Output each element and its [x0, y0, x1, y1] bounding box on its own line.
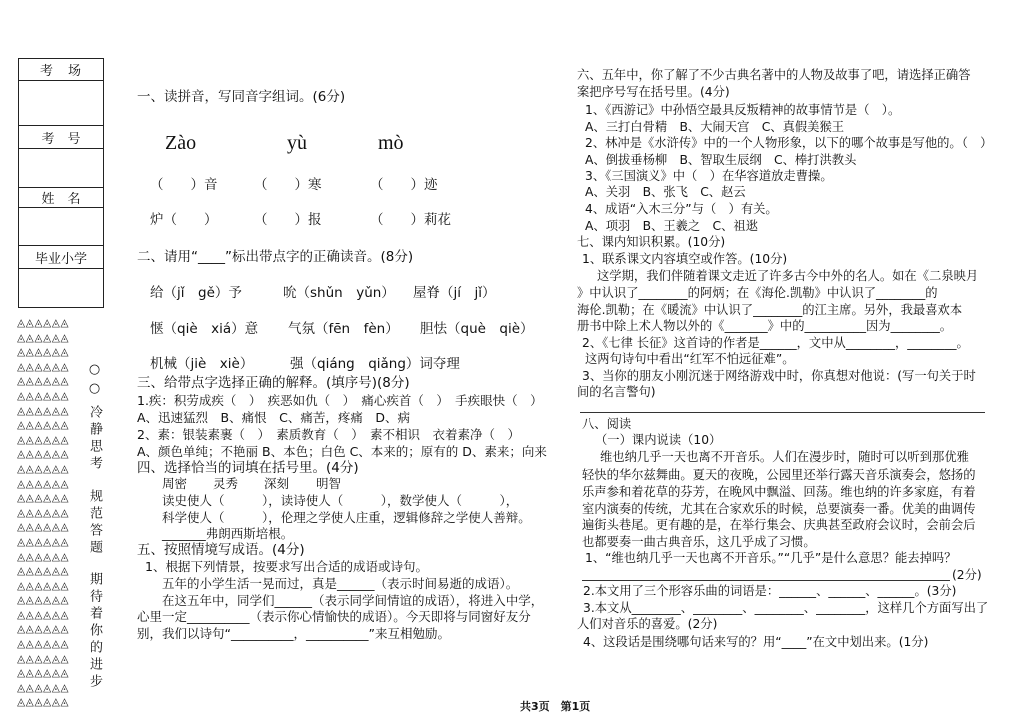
q1-pinyin-mo: mò — [378, 132, 404, 154]
binding-margin-row: ◬◬◬◬◬◬ — [17, 360, 70, 373]
q5-line: 心里一定__________（表示你心情愉快的成语）。今天即将与同窗好友分 — [137, 609, 531, 624]
q7-line: 》中认识了________的阿炳；在《海伦.凯勒》中认识了________的 — [577, 286, 938, 300]
q8-question-1-answer-line — [582, 580, 950, 581]
q8-passage-line: 遍街头巷尾。更有趣的是，在举行集会、庆典甚至政府会议时，会前会后 — [582, 518, 976, 532]
q8-question-1: 1、“维也纳几乎一天也离不开音乐。”“几乎”是什么意思？能去掉吗？ — [585, 551, 957, 565]
q3-line: 1.疾：积劳成疾（ ） 疾恶如仇（ ） 痛心疾首（ ） 手疾眼快（ ） — [137, 393, 543, 408]
motto-circles: ○○ — [87, 362, 102, 400]
binding-margin-pattern — [17, 316, 89, 710]
q7-line: 间的名言警句) — [577, 385, 656, 399]
motto-answer-properly: 规范答题 — [87, 489, 102, 557]
q4-word: 明智 — [316, 476, 342, 491]
motto-expect-progress: 期待着你的进步 — [87, 572, 102, 691]
binding-margin-row: ◬◬◬◬◬◬ — [17, 594, 70, 607]
q8-passage-line: 室内演奏的传统，尤其在合家欢乐的时候，总要演奏一番。优美的曲调传 — [582, 502, 976, 516]
exam-room-label: 考 场 — [19, 59, 103, 81]
q8-passage-line: 维也纳几乎一天也离不开音乐。人们在漫步时，随时可以听到那优雅 — [600, 450, 969, 464]
q2-item: 胆怯（què qiè） — [420, 321, 534, 337]
binding-margin-row: ◬◬◬◬◬◬ — [17, 652, 70, 665]
q7-answer-line — [580, 412, 985, 413]
q4-word: 灵秀 — [213, 476, 239, 491]
q8-question-2: 2.本文用了三个形容乐曲的词语是：______、______、______。(3分) — [583, 584, 957, 598]
binding-margin-row: ◬◬◬◬◬◬ — [17, 492, 70, 505]
q1-blank-1: （ ）音 — [150, 177, 218, 193]
binding-margin-row: ◬◬◬◬◬◬ — [17, 506, 70, 519]
q6-line: 4、成语“入木三分”与（ ）有关。 — [585, 202, 778, 216]
binding-margin-row: ◬◬◬◬◬◬ — [17, 375, 70, 388]
q7-line: 3、当你的朋友小刚沉迷于网络游戏中时，你真想对他说：(写一句关于时 — [582, 369, 976, 383]
binding-margin-row: ◬◬◬◬◬◬ — [17, 419, 70, 432]
q8-question-4: 4、这段话是围绕哪句话来写的？用“____”在文中划出来。(1分) — [583, 635, 929, 649]
q4-word: 周密 — [162, 476, 188, 491]
q7-line: 1、联系课文内容填空或作答。(10分) — [582, 252, 788, 266]
binding-margin-row: ◬◬◬◬◬◬ — [17, 550, 70, 563]
q2-item: 屋脊（jí jǐ） — [413, 285, 496, 301]
binding-margin-row: ◬◬◬◬◬◬ — [17, 521, 70, 534]
q7-line: 2、《七律 长征》这首诗的作者是______，文中从________，________。 — [582, 336, 969, 350]
q6-line: A、项羽 B、王羲之 C、祖逖 — [585, 219, 758, 233]
binding-margin-row: ◬◬◬◬◬◬ — [17, 608, 70, 621]
q1-pinyin-zao: Zào — [165, 132, 197, 154]
q1-blank-3: （ ）迹 — [370, 177, 438, 193]
q2-item: 吮（shǔn yǔn） — [283, 285, 395, 301]
q7-title: 七、课内知识积累。(10分) — [577, 235, 726, 249]
binding-margin-row: ◬◬◬◬◬◬ — [17, 346, 70, 359]
q2-item: 惬（qiè xiá）意 — [150, 321, 259, 337]
q3-title: 三、给带点字选择正确的解释。(填序号)(8分) — [137, 375, 410, 391]
binding-margin-row: ◬◬◬◬◬◬ — [17, 579, 70, 592]
binding-margin-row: ◬◬◬◬◬◬ — [17, 433, 70, 446]
q3-line: A、迅速猛烈 B、痛恨 C、痛苦，疼痛 D、病 — [137, 410, 410, 425]
q8-passage-line: 轻快的华尔兹舞曲。夏天的夜晚，公园里还举行露天音乐演奏会，悠扬的 — [582, 468, 976, 482]
q7-line: 这两句诗句中看出“红军不怕远征难”。 — [585, 352, 795, 366]
q5-line: 五年的小学生活一晃而过，真是______（表示时间易逝的成语）。 — [162, 576, 519, 591]
q2-title: 二、请用“____”标出带点字的正确读音。(8分) — [137, 249, 414, 265]
binding-margin-row: ◬◬◬◬◬◬ — [17, 638, 70, 651]
q8-passage-line: 乐声参和着花草的芬芳，在晚风中飘溢、回荡。维也纳的许多家庭，有着 — [582, 485, 976, 499]
binding-margin-row: ◬◬◬◬◬◬ — [17, 565, 70, 578]
motto-think-calmly: 冷静思考 — [87, 405, 102, 473]
q8-question-1-score: (2分) — [952, 568, 982, 582]
primary-school-field — [19, 269, 103, 307]
q6-title: 六、五年中，你了解了不少古典名著中的人物及故事了吧，请选择正确答 — [577, 68, 971, 82]
q4-line: 读史使人（ ），读诗使人（ ），数学使人（ ）， — [162, 493, 519, 508]
binding-margin-row: ◬◬◬◬◬◬ — [17, 535, 70, 548]
binding-margin-row: ◬◬◬◬◬◬ — [17, 667, 70, 680]
binding-margin-row: ◬◬◬◬◬◬ — [17, 696, 70, 709]
q3-line: 2、素：银装素裹（ ） 素质教育（ ） 素不相识 衣着素净（ ） — [137, 427, 520, 442]
q8-title: 八、阅读 — [582, 417, 632, 431]
q3-line: A、颜色单纯；不艳丽 B、本色；白色 C、本来的；原有的 D、素来；向来 — [137, 444, 547, 459]
q1-blank-4: 炉（ ） — [150, 212, 218, 228]
q6-line: 2、林冲是《水浒传》中的一个人物形象，以下的哪个故事是写他的。（ ） — [585, 136, 993, 150]
q1-title: 一、读拼音，写同音字组词。(6分) — [137, 89, 346, 105]
q6-line: 1、《西游记》中孙悟空最具反叛精神的故事情节是（ ）。 — [585, 103, 901, 117]
exam-number-field — [19, 149, 103, 188]
q8-passage-line: 也都要奏一曲古典音乐，这几乎成了习惯。 — [582, 535, 816, 549]
q4-line: _______弗朗西斯培根。 — [162, 526, 294, 541]
q2-item: 给（jǐ gě）予 — [150, 285, 242, 301]
q1-blank-2: （ ）寒 — [254, 177, 322, 193]
q2-item: 气氛（fēn fèn） — [288, 321, 399, 337]
binding-margin-row: ◬◬◬◬◬◬ — [17, 462, 70, 475]
binding-margin-row: ◬◬◬◬◬◬ — [17, 448, 70, 461]
binding-margin-row: ◬◬◬◬◬◬ — [17, 623, 70, 636]
name-label: 姓 名 — [19, 188, 103, 208]
q2-item: 强（qiáng qiǎng）词夺理 — [290, 356, 460, 372]
q4-word: 深刻 — [264, 476, 290, 491]
q6-line: 3、《三国演义》中（ ）在华容道放走曹操。 — [585, 169, 833, 183]
q1-pinyin-yu: yù — [287, 132, 307, 154]
q5-line: 在这五年中，同学们______（表示同学间情谊的成语），将进入中学， — [162, 593, 544, 608]
q4-title: 四、选择恰当的词填在括号里。(4分) — [137, 460, 359, 476]
page-number-footer: 共3页 第1页 — [520, 700, 591, 713]
q8-question-3: 3.本文从________、________、________、________，这样几个方面写出了 — [583, 601, 989, 615]
q7-line: 海伦.凯勒；在《暖流》中认识了________的江主席。另外，我最喜欢本 — [577, 303, 963, 317]
binding-margin-row: ◬◬◬◬◬◬ — [17, 477, 70, 490]
q4-line: 科学使人（ ），伦理之学使人庄重，逻辑修辞之学使人善辩。 — [162, 510, 531, 525]
q6-line: A、关羽 B、张飞 C、赵云 — [585, 185, 746, 199]
q1-blank-6: （ ）莉花 — [370, 212, 451, 228]
primary-school-label: 毕业小学 — [19, 246, 103, 269]
q6-line: A、三打白骨精 B、大闹天宫 C、真假美猴王 — [585, 120, 845, 134]
binding-margin-row: ◬◬◬◬◬◬ — [17, 331, 70, 344]
exam-room-field — [19, 81, 103, 126]
binding-margin-row: ◬◬◬◬◬◬ — [17, 389, 70, 402]
candidate-info-table — [18, 58, 104, 308]
q6-line: A、倒拔垂杨柳 B、智取生辰纲 C、棒打洪教头 — [585, 153, 857, 167]
name-field — [19, 208, 103, 246]
exam-number-label: 考 号 — [19, 126, 103, 149]
q6-title: 案把序号写在括号里。(4分) — [577, 85, 730, 99]
q8-question-3: 人们对音乐的喜爱。(2分) — [577, 617, 718, 631]
q2-item: 机械（jiè xiè） — [150, 356, 254, 372]
q7-line: 这学期，我们伴随着课文走近了许多古今中外的名人。如在《二泉映月 — [597, 269, 979, 283]
q8-subtitle: （一）课内说读（10） — [595, 433, 722, 447]
q5-line: 1、根据下列情景，按要求写出合适的成语或诗句。 — [145, 559, 428, 574]
q5-line: 别，我们以诗句“__________，__________”来互相勉励。 — [137, 626, 450, 641]
q5-title: 五、按照情境写成语。(4分) — [137, 542, 305, 558]
binding-margin-row: ◬◬◬◬◬◬ — [17, 681, 70, 694]
q1-blank-5: （ ）报 — [254, 212, 322, 228]
binding-margin-row: ◬◬◬◬◬◬ — [17, 404, 70, 417]
q7-line: 册书中除上术人物以外的《_______》中的__________因为________。 — [577, 319, 953, 333]
binding-margin-row: ◬◬◬◬◬◬ — [17, 317, 70, 329]
